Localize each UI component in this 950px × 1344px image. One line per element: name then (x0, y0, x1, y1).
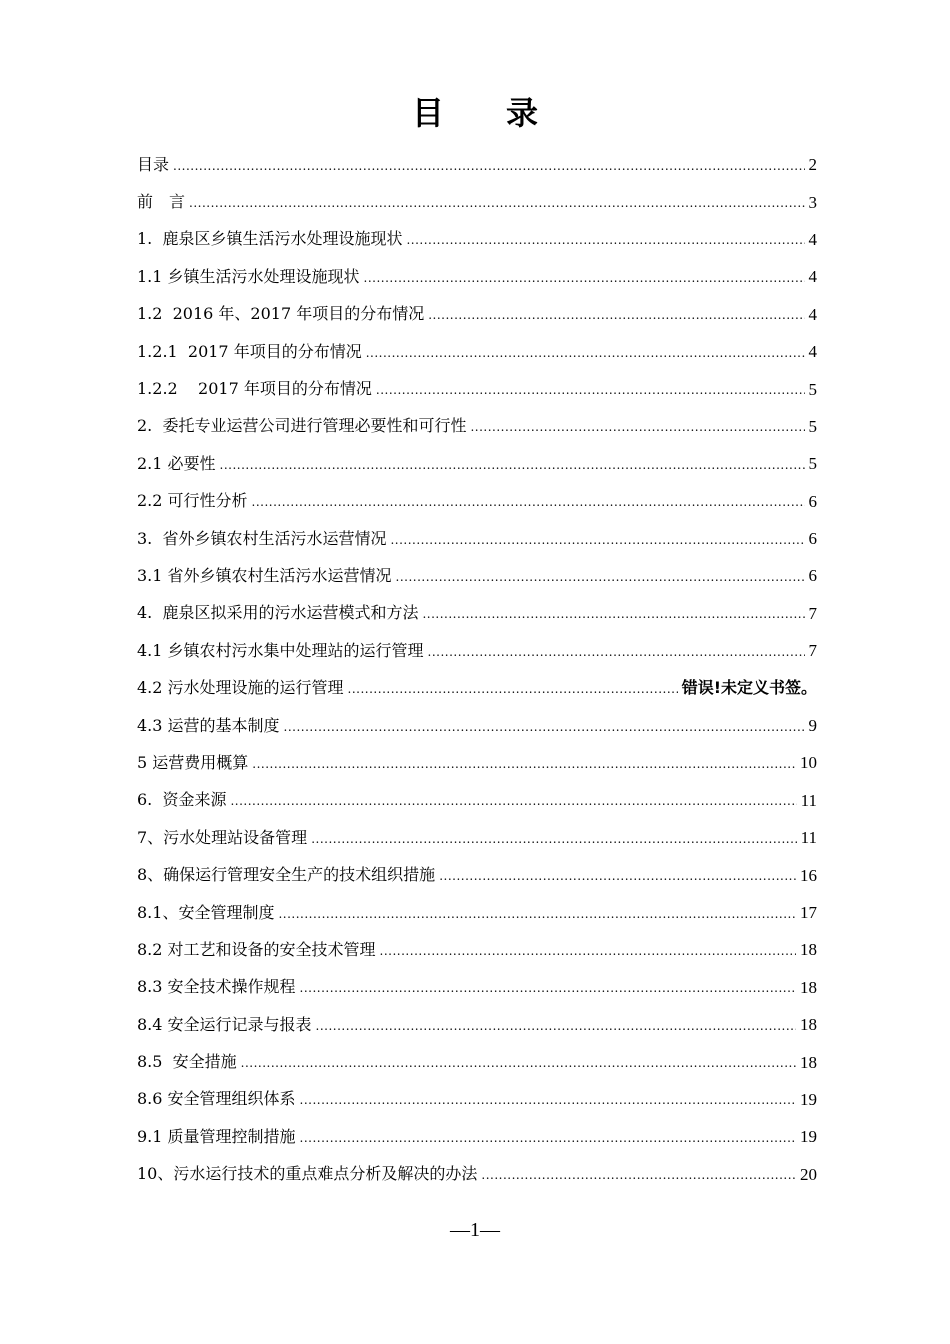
toc-entry-label: 9.1 质量管理控制措施 (137, 1126, 296, 1146)
toc-entry-label: 8.1、安全管理制度 (137, 902, 275, 922)
toc-entry-page: 5 (808, 379, 817, 399)
toc-entry[interactable] (137, 782, 817, 819)
toc-entry-page: 10 (800, 753, 817, 773)
page-title-char-2: 录 (506, 94, 539, 132)
toc-entry[interactable] (137, 969, 817, 1006)
toc-entry-page: 5 (808, 416, 817, 436)
toc-entry-label: 3.1 省外乡镇农村生活污水运营情况 (137, 565, 392, 585)
toc-entry-page: 9 (808, 716, 817, 736)
toc-entry[interactable] (137, 146, 817, 183)
toc-entry-label: 目录 (137, 154, 170, 174)
toc-entry-page: 错误!未定义书签。 (681, 678, 817, 698)
page-title (0, 88, 950, 134)
toc-entry[interactable] (137, 669, 817, 706)
toc-dot-leader (428, 309, 804, 321)
toc-dot-leader (284, 721, 805, 733)
toc-entry-label: 2. 委托专业运营公司进行管理必要性和可行性 (137, 416, 467, 436)
toc-entry-page: 16 (800, 865, 817, 885)
toc-entry[interactable] (137, 520, 817, 557)
toc-dot-leader (278, 908, 796, 920)
toc-entry-page: 6 (808, 566, 817, 586)
toc-entry[interactable] (137, 258, 817, 295)
toc-entry-label: 1.2 2016 年、2017 年项目的分布情况 (137, 304, 425, 324)
toc-entry-label: 8、确保运行管理安全生产的技术组织措施 (137, 865, 436, 885)
page-title-char-1: 目 (411, 94, 444, 132)
toc-entry-page: 6 (808, 529, 817, 549)
toc-entry-page: 7 (808, 603, 817, 623)
toc-dot-leader (300, 1094, 796, 1106)
toc-dot-leader (380, 945, 796, 957)
toc-entry-label: 8.3 安全技术操作规程 (137, 977, 296, 997)
toc-entry-label: 1.2.1 2017 年项目的分布情况 (137, 341, 362, 361)
toc-entry-page: 4 (808, 267, 817, 287)
toc-entry-page: 18 (800, 1015, 817, 1035)
toc-entry-label: 8.2 对工艺和设备的安全技术管理 (137, 939, 376, 959)
toc-entry[interactable] (137, 931, 817, 968)
toc-entry-label: 10、污水运行技术的重点难点分析及解决的办法 (137, 1164, 478, 1184)
page-number: —1— (450, 1219, 500, 1241)
toc-entry[interactable] (137, 632, 817, 669)
toc-entry-label: 3. 省外乡镇农村生活污水运营情况 (137, 528, 387, 548)
toc-dot-leader (173, 160, 804, 172)
toc-entry-label: 2.1 必要性 (137, 453, 216, 473)
toc-dot-leader (470, 421, 804, 433)
toc-entry[interactable] (137, 819, 817, 856)
toc-dot-leader (396, 571, 805, 583)
toc-entry[interactable] (137, 744, 817, 781)
toc-entry-page: 20 (800, 1164, 817, 1184)
toc-dot-leader (241, 1057, 796, 1069)
toc-entry-label: 4.3 运营的基本制度 (137, 715, 280, 735)
toc-dot-leader (189, 197, 804, 209)
toc-entry[interactable] (137, 1081, 817, 1118)
toc-entry-page: 4 (808, 304, 817, 324)
toc-dot-leader (406, 234, 804, 246)
toc-entry-page: 11 (800, 790, 817, 810)
toc-dot-leader (366, 347, 805, 359)
toc-entry[interactable] (137, 333, 817, 370)
toc-entry-page: 2 (808, 155, 817, 175)
toc-entry[interactable] (137, 856, 817, 893)
toc-entry[interactable] (137, 183, 817, 220)
toc-entry-page: 3 (808, 192, 817, 212)
toc-entry[interactable] (137, 408, 817, 445)
toc-entry-label: 4. 鹿泉区拟采用的污水运营模式和方法 (137, 603, 419, 623)
toc-entry-page: 11 (800, 828, 817, 848)
toc-dot-leader (252, 758, 796, 770)
toc-entry-label: 4.2 污水处理设施的运行管理 (137, 678, 344, 698)
toc-dot-leader (422, 608, 804, 620)
toc-entry-label: 前 言 (137, 192, 186, 212)
toc-entry-page: 19 (800, 1127, 817, 1147)
toc-entry-label: 8.6 安全管理组织体系 (137, 1089, 296, 1109)
toc-entry-label: 2.2 可行性分析 (137, 491, 248, 511)
toc-entry[interactable] (137, 370, 817, 407)
toc-entry[interactable] (137, 1156, 817, 1193)
toc-entry-page: 6 (808, 491, 817, 511)
toc-entry[interactable] (137, 1043, 817, 1080)
toc-entry[interactable] (137, 221, 817, 258)
toc-dot-leader (428, 646, 805, 658)
toc-entry-page: 7 (808, 641, 817, 661)
toc-entry-label: 5 运营费用概算 (137, 752, 249, 772)
toc-entry-label: 7、污水处理站设备管理 (137, 827, 308, 847)
toc-dot-leader (376, 384, 805, 396)
toc-dot-leader (439, 870, 796, 882)
toc-entry-label: 4.1 乡镇农村污水集中处理站的运行管理 (137, 640, 424, 660)
toc-dot-leader (481, 1169, 796, 1181)
toc-dot-leader (364, 272, 805, 284)
toc-entry-page: 19 (800, 1089, 817, 1109)
toc-entry-page: 18 (800, 940, 817, 960)
toc-entry[interactable] (137, 595, 817, 632)
toc-entry-label: 8.5 安全措施 (137, 1052, 237, 1072)
table-of-contents (137, 146, 817, 1193)
toc-entry-page: 4 (808, 342, 817, 362)
toc-entry-page: 18 (800, 977, 817, 997)
toc-entry[interactable] (137, 557, 817, 594)
toc-entry[interactable] (137, 483, 817, 520)
toc-entry-label: 8.4 安全运行记录与报表 (137, 1014, 312, 1034)
toc-entry-label: 6. 资金来源 (137, 790, 227, 810)
toc-dot-leader (230, 795, 796, 807)
toc-dot-leader (390, 534, 804, 546)
toc-dot-leader (220, 459, 805, 471)
toc-entry-label: 1. 鹿泉区乡镇生活污水处理设施现状 (137, 229, 403, 249)
toc-entry[interactable] (137, 894, 817, 931)
toc-dot-leader (316, 1020, 796, 1032)
toc-entry[interactable] (137, 296, 817, 333)
toc-entry[interactable] (137, 1118, 817, 1155)
toc-entry[interactable] (137, 1006, 817, 1043)
toc-entry-page: 17 (800, 903, 817, 922)
toc-entry-page: 5 (808, 454, 817, 474)
toc-entry-page: 4 (808, 229, 817, 249)
toc-dot-leader (300, 982, 796, 994)
toc-dot-leader (300, 1132, 796, 1144)
toc-entry[interactable] (137, 707, 817, 744)
toc-dot-leader (252, 496, 805, 508)
toc-entry-label: 1.1 乡镇生活污水处理设施现状 (137, 266, 360, 286)
toc-dot-leader (348, 683, 678, 695)
toc-entry-label: 1.2.2 2017 年项目的分布情况 (137, 379, 372, 399)
toc-entry[interactable] (137, 445, 817, 482)
toc-dot-leader (311, 833, 796, 845)
toc-entry-page: 18 (800, 1052, 817, 1072)
